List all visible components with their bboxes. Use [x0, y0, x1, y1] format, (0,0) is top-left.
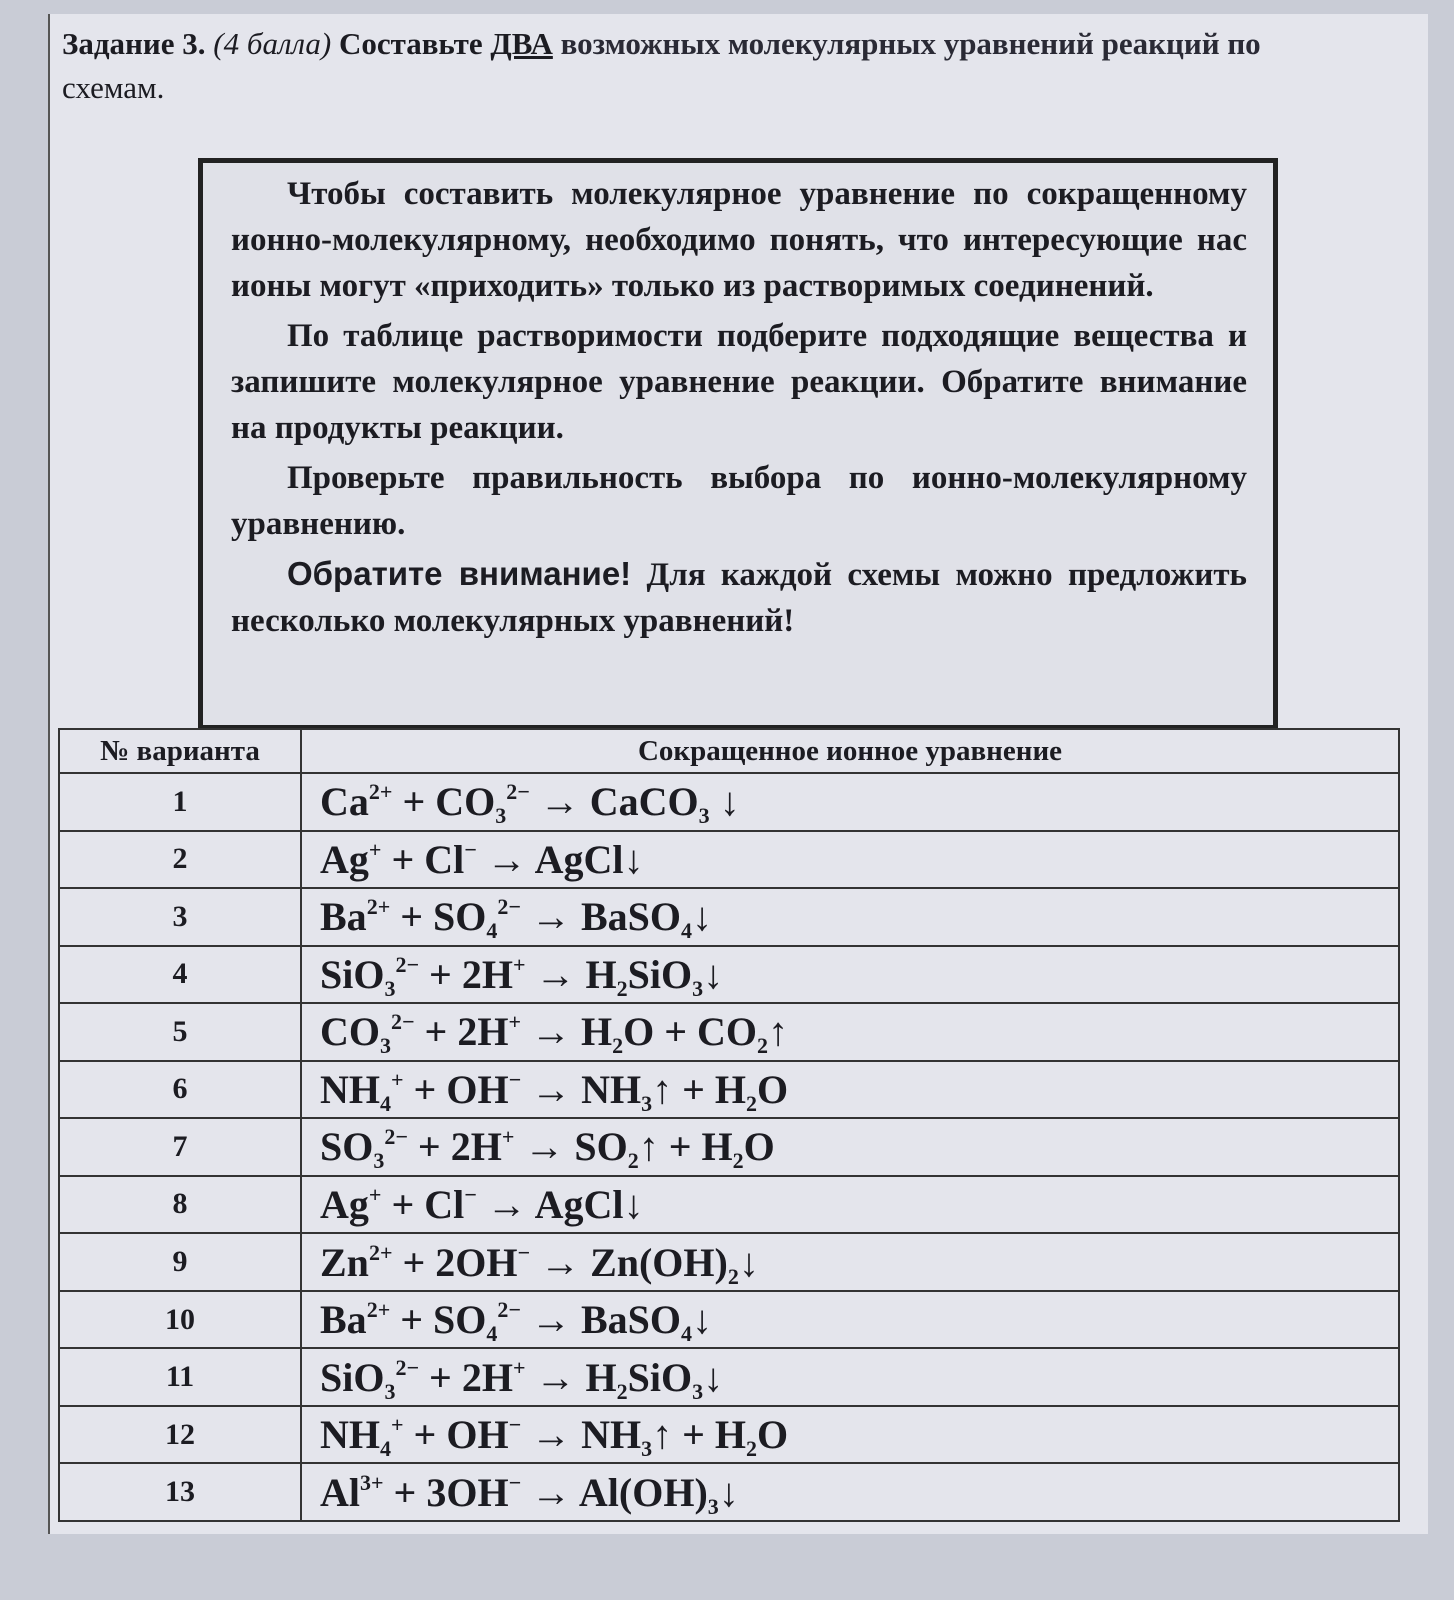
table-row — [59, 1463, 1399, 1521]
ionic-equation: $SiO_3^{2-} + 2H^+ \to H_2SiO_3↓$ — [301, 1348, 1399, 1406]
ionic-equation: $NH_4^+ + OH^-$ → $NH_3↑ + H_2O$ — [301, 1406, 1399, 1464]
task-line2: схемам. — [62, 70, 165, 105]
table-row — [59, 831, 1399, 889]
variant-number: 11 — [59, 1348, 301, 1406]
hint-box — [198, 158, 1278, 730]
task-number: Задание 3. — [62, 26, 206, 61]
hint-note-lead: Обратите внимание! — [287, 555, 632, 592]
ionic-equation: $Ba^{2+} + SO_4^{2-}$ → BaSO$_4$↓ — [301, 1291, 1399, 1349]
ionic-equation: $Ca^{2+} + CO_3^{2-}$ → CaCO$_3$ ↓ — [301, 773, 1399, 831]
table-row — [59, 1291, 1399, 1349]
task-points: (4 балла) — [213, 26, 332, 61]
task-emphasis: ДВА — [490, 26, 553, 61]
table-row — [59, 888, 1399, 946]
ionic-equation: $NH_4^+ + OH^-$ → $NH_3↑ + H_2O$ — [301, 1061, 1399, 1119]
variant-number: 12 — [59, 1406, 301, 1464]
table-row — [59, 1233, 1399, 1291]
variants-table — [58, 728, 1400, 1522]
variant-number: 10 — [59, 1291, 301, 1349]
hint-paragraph-4 — [231, 551, 1247, 644]
task-header — [62, 22, 1432, 110]
variant-number: 7 — [59, 1118, 301, 1176]
ionic-equation: $CO_3^{2-} + 2H^+ \to H_2O$ + $CO_2↑$ — [301, 1003, 1399, 1061]
table-row — [59, 1176, 1399, 1234]
task-text-before: Составьте — [338, 26, 483, 61]
variant-number: 2 — [59, 831, 301, 889]
table-row — [59, 1406, 1399, 1464]
table-header-row — [59, 729, 1399, 773]
variant-number: 6 — [59, 1061, 301, 1119]
variant-number: 8 — [59, 1176, 301, 1234]
ionic-equation: $Ba^{2+} + SO_4^{2-}$ → BaSO$_4$↓ — [301, 888, 1399, 946]
variant-number: 4 — [59, 946, 301, 1004]
hint-note-rest: Для каждой схемы можно предложить несколько молекулярных уравнений! — [231, 557, 1248, 639]
table-row — [59, 1118, 1399, 1176]
header-ionic-equation: Сокращенное ионное уравнение — [301, 729, 1399, 773]
variant-number: 5 — [59, 1003, 301, 1061]
header-variant-number: № варианта — [59, 729, 301, 773]
variant-number: 1 — [59, 773, 301, 831]
table-row — [59, 773, 1399, 831]
ionic-equation: $Zn^{2+} + 2OH^-$ → $Zn(OH)_2↓$ — [301, 1233, 1399, 1291]
hint-paragraph-1: Чтобы составить молекулярное уравнение по сокращенному ионно-молекулярному, необходимо понять, что интересующие нас ионы могут «приходить» только из растворимых соединений. — [231, 176, 1247, 304]
hint-paragraph-2: По таблице растворимости подберите подходящие вещества и запишите молекулярное уравнение реакции. Обратите внимание на продукты реакции. — [231, 318, 1247, 446]
table-row — [59, 1061, 1399, 1119]
ionic-equation: $SiO_3^{2-} + 2H^+ \to H_2SiO_3↓$ — [301, 946, 1399, 1004]
ionic-equation: Ag+ + Cl− → AgCl↓ — [301, 1176, 1399, 1234]
table-row — [59, 1003, 1399, 1061]
ionic-equation: $Al^{3+} + 3OH^-$ → $Al(OH)_3↓$ — [301, 1463, 1399, 1521]
ionic-equation: Ag+ + Cl− → AgCl↓ — [301, 831, 1399, 889]
variant-number: 3 — [59, 888, 301, 946]
hint-paragraph-3: Проверьте правильность выбора по ионно-молекулярному уравнению. — [231, 460, 1247, 542]
ionic-equation: $SO_3^{2-} + 2H^+$ → $SO_2↑ + H_2O$ — [301, 1118, 1399, 1176]
table-row — [59, 1348, 1399, 1406]
variant-number: 13 — [59, 1463, 301, 1521]
task-text-after: возможных молекулярных уравнений реакций по — [560, 26, 1261, 61]
table-row — [59, 946, 1399, 1004]
variant-number: 9 — [59, 1233, 301, 1291]
